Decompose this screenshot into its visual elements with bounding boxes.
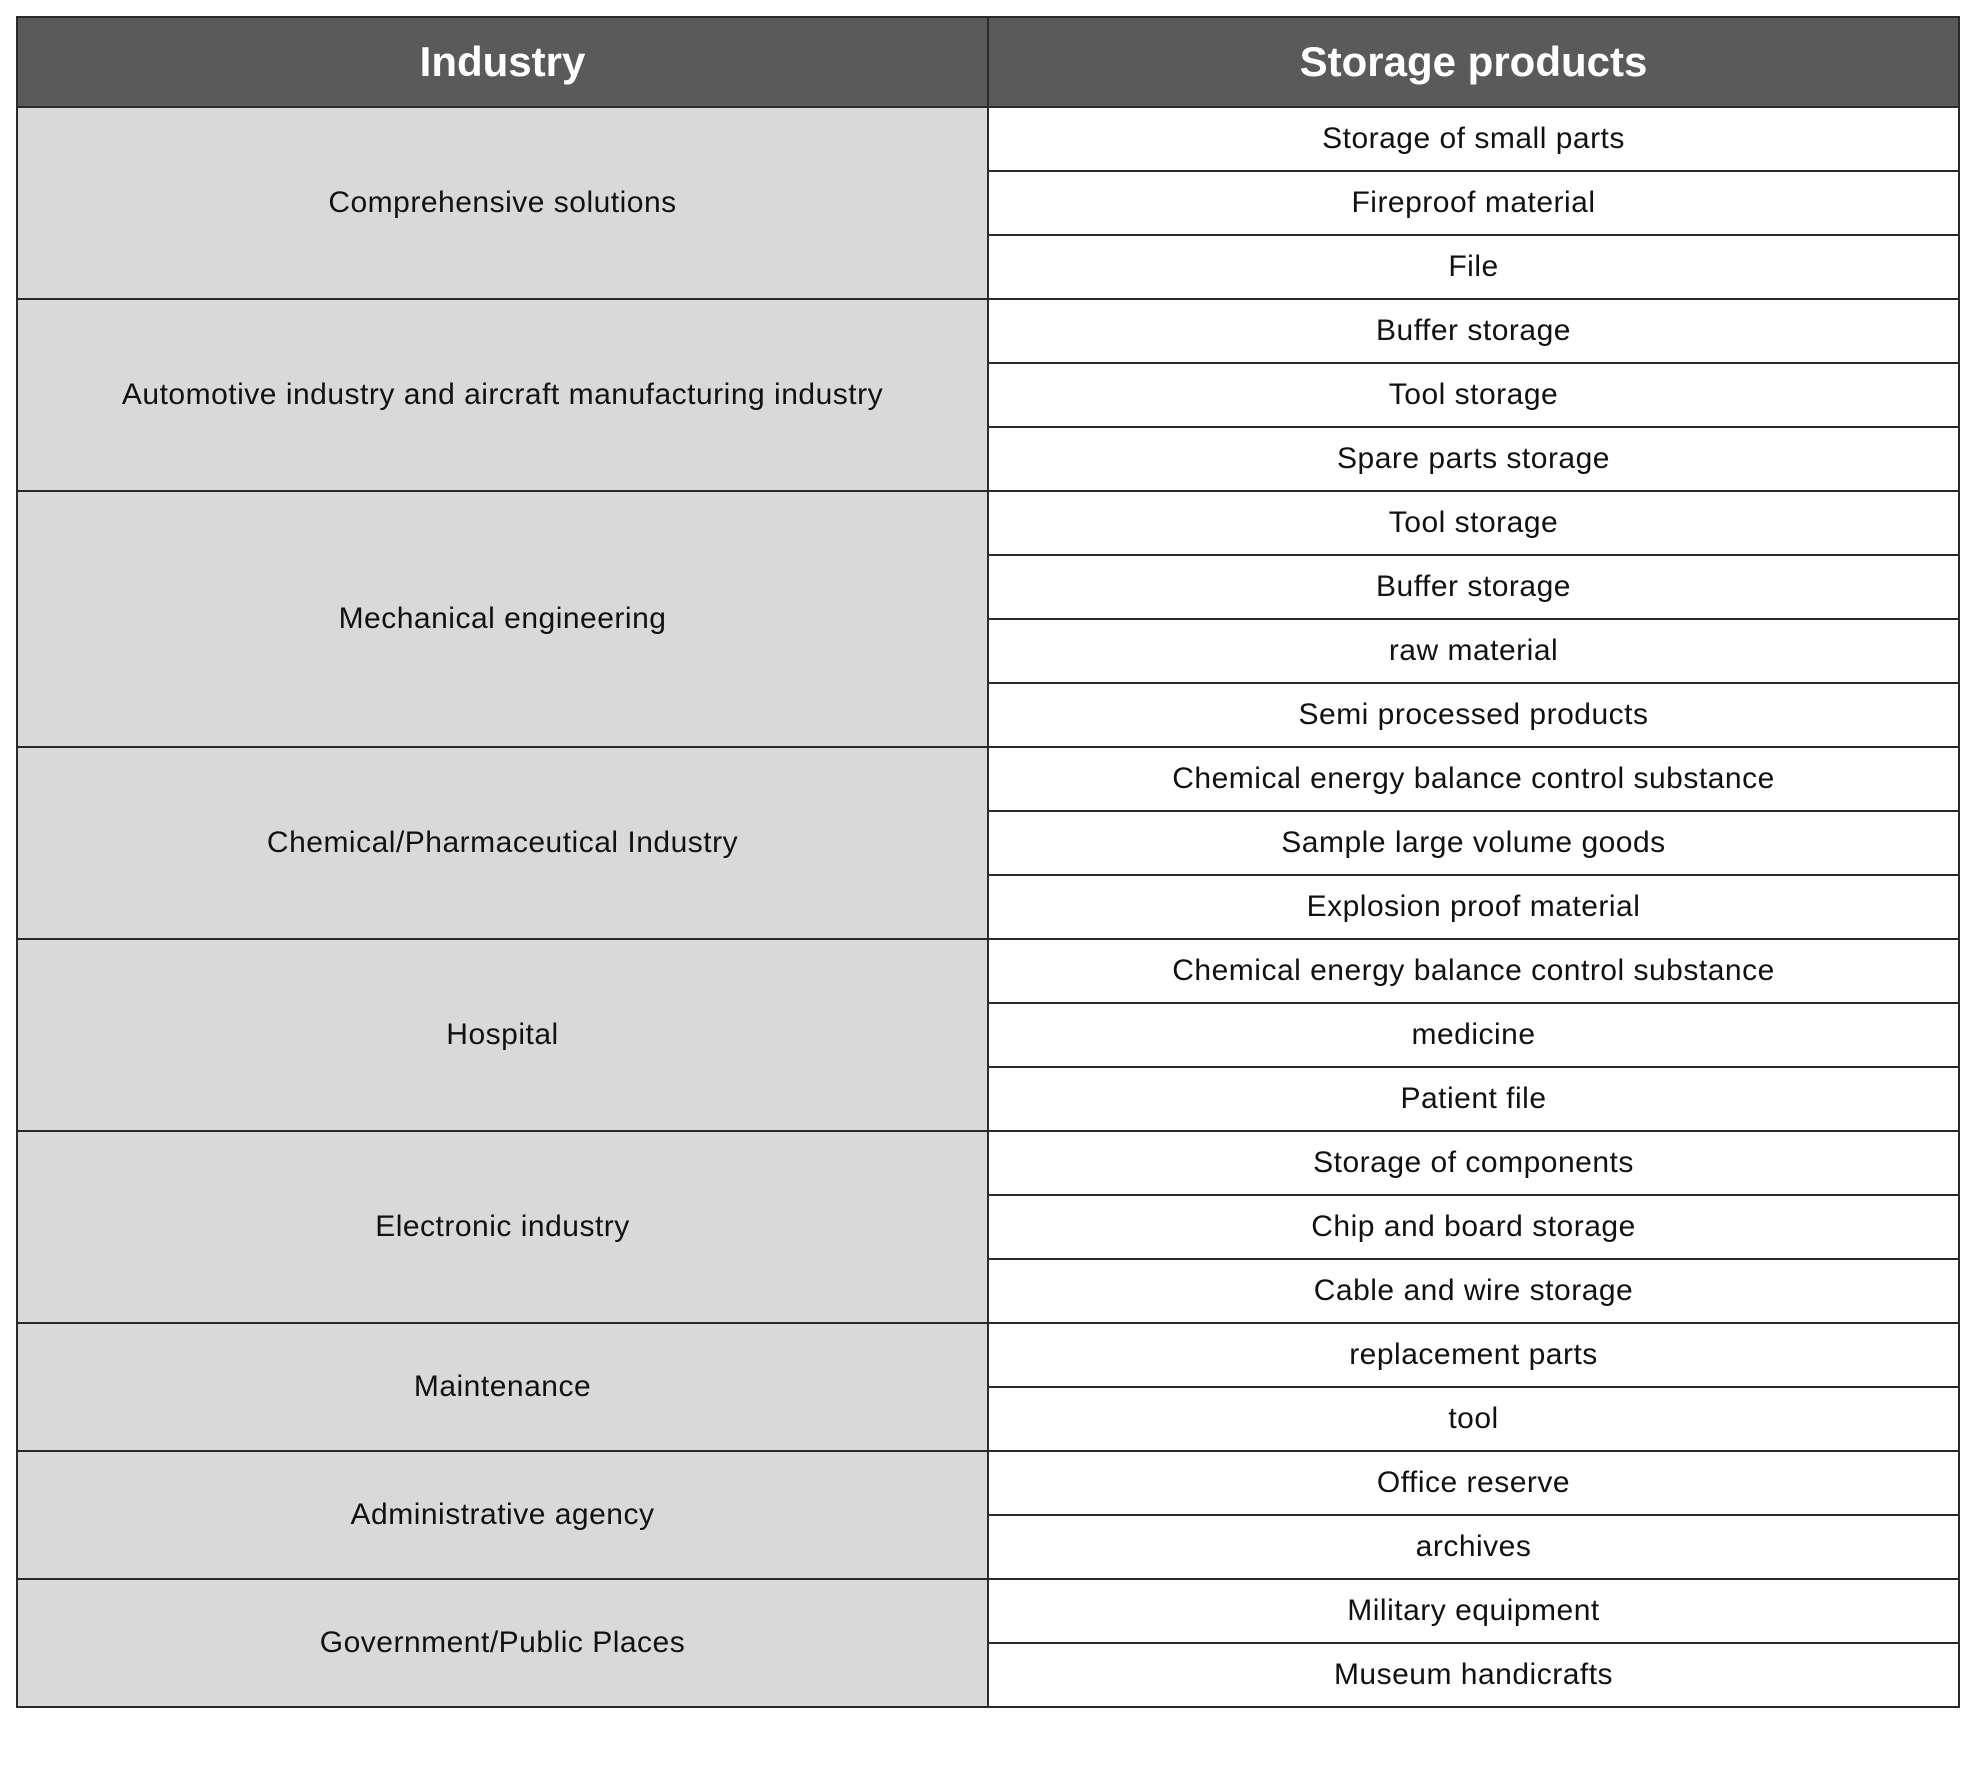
industry-cell: Comprehensive solutions bbox=[17, 107, 988, 299]
table-row bbox=[17, 747, 1959, 811]
storage-product-cell: Military equipment bbox=[988, 1579, 1959, 1643]
table-row bbox=[17, 1131, 1959, 1195]
industry-cell: Maintenance bbox=[17, 1323, 988, 1451]
storage-products-column-header: Storage products bbox=[988, 17, 1959, 107]
industry-cell: Administrative agency bbox=[17, 1451, 988, 1579]
storage-product-cell: Cable and wire storage bbox=[988, 1259, 1959, 1323]
storage-product-cell: Explosion proof material bbox=[988, 875, 1959, 939]
table-row bbox=[17, 1579, 1959, 1643]
table-body bbox=[17, 107, 1959, 1707]
table-row bbox=[17, 939, 1959, 1003]
storage-product-cell: Office reserve bbox=[988, 1451, 1959, 1515]
storage-product-cell: tool bbox=[988, 1387, 1959, 1451]
storage-product-cell: Chip and board storage bbox=[988, 1195, 1959, 1259]
table-row bbox=[17, 1323, 1959, 1387]
storage-product-cell: Sample large volume goods bbox=[988, 811, 1959, 875]
storage-product-cell: File bbox=[988, 235, 1959, 299]
storage-product-cell: raw material bbox=[988, 619, 1959, 683]
industry-cell: Electronic industry bbox=[17, 1131, 988, 1323]
industry-cell: Hospital bbox=[17, 939, 988, 1131]
industry-cell: Chemical/Pharmaceutical Industry bbox=[17, 747, 988, 939]
table-row bbox=[17, 1451, 1959, 1515]
storage-product-cell: Chemical energy balance control substance bbox=[988, 747, 1959, 811]
industry-cell: Government/Public Places bbox=[17, 1579, 988, 1707]
header-row bbox=[17, 17, 1959, 107]
storage-product-cell: Chemical energy balance control substance bbox=[988, 939, 1959, 1003]
storage-product-cell: Storage of small parts bbox=[988, 107, 1959, 171]
storage-product-cell: archives bbox=[988, 1515, 1959, 1579]
table-row bbox=[17, 491, 1959, 555]
storage-product-cell: Buffer storage bbox=[988, 555, 1959, 619]
industry-cell: Mechanical engineering bbox=[17, 491, 988, 747]
storage-product-cell: Patient file bbox=[988, 1067, 1959, 1131]
storage-products-table-container bbox=[16, 16, 1958, 1708]
storage-product-cell: Fireproof material bbox=[988, 171, 1959, 235]
table-row bbox=[17, 299, 1959, 363]
industry-cell: Automotive industry and aircraft manufacturing industry bbox=[17, 299, 988, 491]
storage-product-cell: Semi processed products bbox=[988, 683, 1959, 747]
industry-column-header: Industry bbox=[17, 17, 988, 107]
storage-product-cell: Storage of components bbox=[988, 1131, 1959, 1195]
storage-product-cell: medicine bbox=[988, 1003, 1959, 1067]
storage-product-cell: Spare parts storage bbox=[988, 427, 1959, 491]
storage-product-cell: Museum handicrafts bbox=[988, 1643, 1959, 1707]
storage-product-cell: Buffer storage bbox=[988, 299, 1959, 363]
storage-product-cell: Tool storage bbox=[988, 363, 1959, 427]
table-header bbox=[17, 17, 1959, 107]
storage-product-cell: Tool storage bbox=[988, 491, 1959, 555]
industry-storage-table bbox=[16, 16, 1960, 1708]
storage-product-cell: replacement parts bbox=[988, 1323, 1959, 1387]
table-row bbox=[17, 107, 1959, 171]
